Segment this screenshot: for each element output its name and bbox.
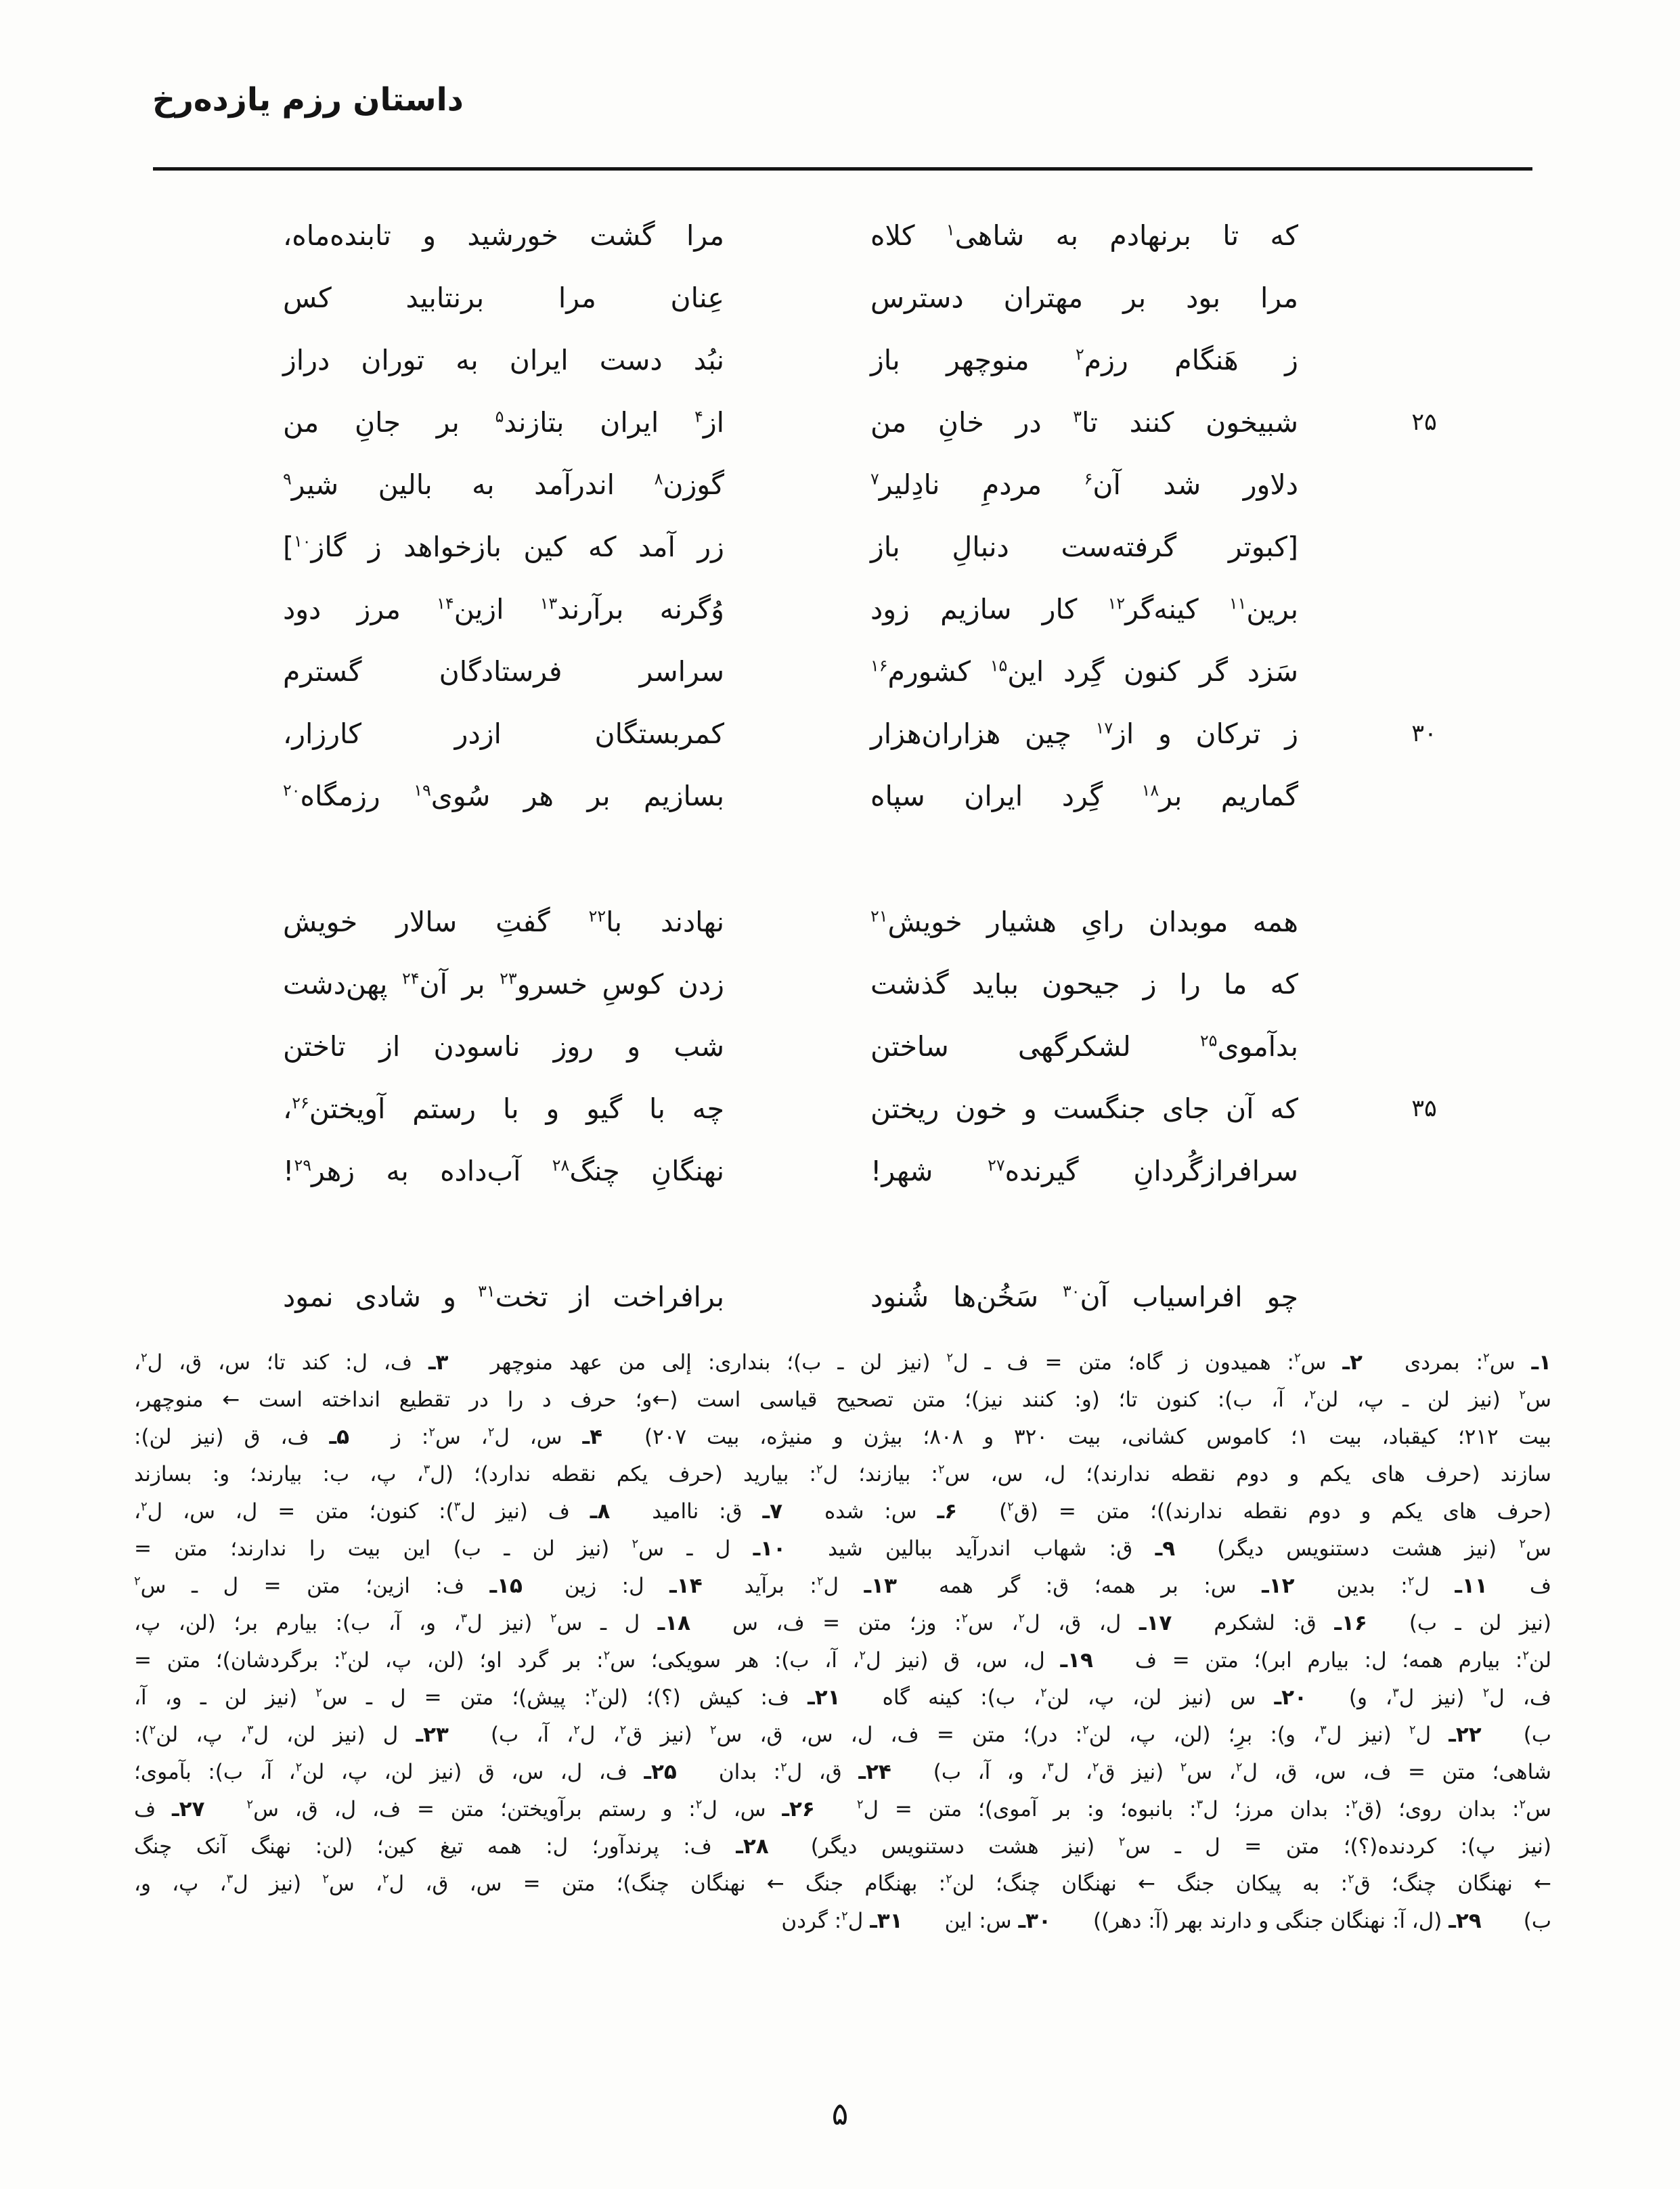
apparatus-line: (نیز پ): کردنده(؟)؛ متن = ل ـ س$^۲$ (نیز هشت دستنویس دیگر) ۲۸ـ ف: پرندآور؛ ل: همه تیغ کین؛ (لن: نهنگ آنک چنگ (134, 1834, 1552, 1859)
verse-row (279, 391, 1550, 454)
verse-row (279, 640, 1550, 703)
apparatus-line: ب) ۲۹ـ (ل، آ: نهنگان جنگی و دارند بهر (آ: دهر)) ۳۰ـ س: این ۳۱ـ ل$^۲$: گردن (781, 1909, 1551, 1933)
hemistich-left: زدن کوسِ خسرو$^{۲۳}$ بر آن$^{۲۴}$ پهن‌دشت (283, 968, 724, 1000)
hemistich-left: وُگرنه برآرند$^{۱۳}$ ازین$^{۱۴}$ مرز دود (283, 593, 724, 625)
hemistich-left: کمربستگان ازدر کارزار، (283, 717, 724, 750)
apparatus-line: ب) ۲۲ـ ل$^۲$ (نیز ل$^۳$، و): برِ؛ (لن، پ، لن$^۲$: در)؛ متن = ف، ل، س، ق، س$^۲$ (نیز ق$^۲$، ل$^۲$، آ، ب) ۲۳ـ ل (نیز لن، ل$^۳$، پ، لن$^۲$): (134, 1723, 1552, 1747)
verse-row (279, 953, 1550, 1015)
verse-row (279, 267, 1550, 329)
stanza-1 (279, 204, 1550, 827)
hemistich-left: گوزن$^۸$ اندرآمد به بالین شیر$^۹$ (283, 468, 724, 501)
header-rule (153, 167, 1532, 171)
hemistich-left: بسازیم بر هر سُوی$^{۱۹}$ رزمگاه$^{۲۰}$ (283, 780, 724, 812)
apparatus-line: ف ۱۱ـ ل$^۲$: بدین ۱۲ـ س: بر همه؛ ق: گر همه ۱۳ـ ل$^۲$: برآید ۱۴ـ ل: زین ۱۵ـ ف: ازین؛ متن = ل ـ س$^۲$ (134, 1574, 1551, 1598)
hemistich-right: مرا بود بر مهتران دسترس (870, 282, 1298, 314)
critical-apparatus (134, 1344, 1551, 1940)
verse-row (279, 1266, 1550, 1328)
verse-row (279, 204, 1550, 267)
hemistich-right: سرافرازگُردانِ گیرنده$^{۲۷}$ شهر! (870, 1155, 1299, 1187)
verse-row (279, 578, 1550, 640)
apparatus-line: لن$^۲$: بیارم همه؛ ل: بیارم ابر)؛ متن = ف ۱۹ـ ل، س، ق (نیز ل$^۲$، آ، ب): هر سویکی؛ س$^۲$: بر گرد او؛ (لن، پ، لن$^۲$: برگردشان)؛ متن = (134, 1648, 1552, 1673)
hemistich-right: بدآموی$^{۲۵}$ لشکرگهی ساختن (870, 1030, 1298, 1063)
apparatus-line: ف، ل$^۲$ (نیز ل$^۳$، و) ۲۰ـ س (نیز لن، پ، لن$^۲$، ب): کینه گاه ۲۱ـ ف: کیش (؟)؛ (لن$^۲$: پیش)؛ متن = ل ـ س$^۲$ (نیز لن ـ و، آ، (134, 1685, 1551, 1710)
hemistich-left: سراسر فرستادگان گسترم (283, 655, 724, 688)
hemistich-right: که آن جای جنگست و خون ریختن (870, 1092, 1298, 1125)
hemistich-right: چو افراسیاب آن$^{۳۰}$ سَخُن‌ها شُنود (870, 1281, 1298, 1313)
stanza-2 (279, 891, 1550, 1202)
hemistich-left: شب و روز ناسودن از تاختن (283, 1030, 724, 1063)
hemistich-left: نبُد دست ایران به توران دراز (283, 344, 724, 376)
apparatus-line: سازند (حرف های یکم و دوم نقطه ندارند)؛ ل، س، س$^۲$: بیازند؛ ل$^۲$: بیارید (حرف یکم نقطه ندارد)؛ (ل$^۳$، پ، ب: بیارند؛ و: بسازند (134, 1462, 1551, 1486)
apparatus-line: (نیز لن ـ ب) ۱۶ـ ق: لشکرم ۱۷ـ ل، ق، ل$^۲$، س$^۲$: وز؛ متن = ف، س ۱۸ـ ل ـ س$^۲$ (نیز ل$^۳$، و، آ، ب): بیارم بر؛ (لن، پ، (134, 1611, 1551, 1635)
verse-margin-number: ۳۰ (1411, 720, 1437, 747)
hemistich-right: شبیخون کنند تا$^۳$ در خانِ من (870, 406, 1298, 439)
verse-row (279, 329, 1550, 391)
apparatus-line: س$^۲$ (نیز هشت دستنویس دیگر) ۹ـ ق: شهاب اندرآید ببالین شید ۱۰ـ ل ـ س$^۲$ (نیز لن ـ ب) این بیت را ندارند؛ متن = (134, 1536, 1551, 1561)
verse-row (279, 1015, 1550, 1078)
verse-margin-number: ۲۵ (1411, 409, 1437, 436)
hemistich-right: ز ترکان و از$^{۱۷}$ چین هزاران‌هزار (870, 717, 1298, 750)
hemistich-right: گماریم بر$^{۱۸}$ گِرد ایران سپاه (870, 780, 1298, 812)
apparatus-line: بیت ۲۱۲؛ کیقباد، بیت ۱؛ کاموس کشانی، بیت ۳۲۰ و ۸۰۸؛ بیژن و منیژه، بیت ۲۰۷) ۴ـ س، ل$^۲$، س$^۲$: ز ۵ـ ف، ق (نیز لن): (134, 1425, 1551, 1449)
verse-row (279, 765, 1550, 827)
hemistich-right: ز هَنگام رزم$^۲$ منوچهر باز (870, 344, 1298, 376)
apparatus-line: (حرف های یکم و دوم نقطه ندارند))؛ متن = (ق$^۲$) ۶ـ س: شده ۷ـ ق: ناامید ۸ـ ف (نیز ل$^۳$): کنون؛ متن = ل، س، ل$^۲$، (134, 1499, 1552, 1524)
hemistich-right: برین$^{۱۱}$ کینه‌گر$^{۱۲}$ کار سازیم زود (870, 593, 1298, 625)
hemistich-left: چه با گیو و با رستم آویختن$^{۲۶}$، (283, 1092, 724, 1125)
verse-margin-number: ۳۵ (1411, 1095, 1437, 1122)
hemistich-right: [کبوتر گرفته‌ست دنبالِ باز (870, 531, 1298, 563)
poem-block (279, 204, 1550, 1328)
verse-row (279, 516, 1550, 578)
apparatus-line: ۱ـ س$^۲$: بمردی ۲ـ س$^۲$: همیدون ز گاه؛ متن = ف ـ ل$^۲$ (نیز لن ـ ب)؛ بنداری: إلی من عهد منوچهر ۳ـ ف، ل: کند تا؛ س، ق، ل$^۲$، (134, 1350, 1551, 1375)
hemistich-right: که تا برنهادم به شاهی$^۱$ کلاه (870, 219, 1299, 252)
apparatus-line: س$^۲$: بدان روی؛ (ق$^۲$: بدان مرز؛ ل$^۳$: بانبوه؛ و: بر آموی)؛ متن = ل$^۲$ ۲۶ـ س، ل$^۲$: و رستم برآویختن؛ متن = ف، ل، ق، س$^۲$ ۲۷ـ ف (134, 1797, 1551, 1821)
hemistich-right: سَزد گر کنون گِرد این$^{۱۵}$ کشورم$^{۱۶}$ (870, 655, 1298, 688)
hemistich-right: همه موبدان رایِ هشیار خویش$^{۲۱}$ (870, 906, 1298, 938)
verse-row (279, 1140, 1550, 1202)
hemistich-left: مرا گشت خورشید و تابنده‌ماه، (283, 219, 724, 252)
page-number: ۵ (831, 2096, 849, 2132)
hemistich-right: که ما را ز جیحون بباید گذشت (870, 968, 1298, 1000)
hemistich-left: از$^۴$ ایران بتازند$^۵$ بر جانِ من (283, 406, 725, 439)
hemistich-left: زر آمد که کین بازخواهد ز گاز$^{۱۰}$] (283, 531, 724, 563)
verse-row (279, 1078, 1550, 1140)
hemistich-left: نهنگانِ چنگ$^{۲۸}$ آب‌داده به زهر$^{۲۹}$! (283, 1155, 724, 1187)
stanza-3 (279, 1266, 1550, 1328)
apparatus-line: ← نهنگان چنگ؛ ق$^۲$: به پیکان جنگ ← نهنگان چنگ؛ لن$^۲$: بهنگام جنگ ← نهنگان چنگ)؛ متن = س، ق، ل$^۲$، س$^۲$ (نیز ل$^۳$، پ، و، (134, 1872, 1552, 1896)
hemistich-left: عِنان مرا برنتابید کس (283, 282, 724, 314)
hemistich-left: نهادند با$^{۲۲}$ گفتِ سالار خویش (283, 906, 724, 938)
apparatus-line: س$^۲$ (نیز لن ـ پ، لن$^۲$، آ، ب): کنون تا؛ (و: کنند نیز)؛ متن تصحیح قیاسی است (←و؛ حرف د را در تقطیع انداخته است ← منوچهر، (134, 1388, 1552, 1412)
verse-row (279, 454, 1550, 516)
hemistich-left: برافراخت از تخت$^{۳۱}$ و شادی نمود (283, 1281, 724, 1313)
verse-row (279, 891, 1550, 953)
running-head-title: داستان رزم یازده‌رخ (152, 81, 464, 118)
verse-row (279, 703, 1550, 765)
apparatus-line: شاهی؛ متن = ف، س، ق، ل$^۲$، س$^۲$ (نیز ق$^۲$، ل$^۳$، و، آ، ب) ۲۴ـ ق، ل$^۲$: بدان ۲۵ـ ف، ل، س، ق (نیز لن، پ، لن$^۲$، آ، ب): بآموی؛ (134, 1760, 1552, 1784)
hemistich-right: دلاور شد آن$^۶$ مردمِ نادِلیر$^۷$ (870, 468, 1298, 501)
